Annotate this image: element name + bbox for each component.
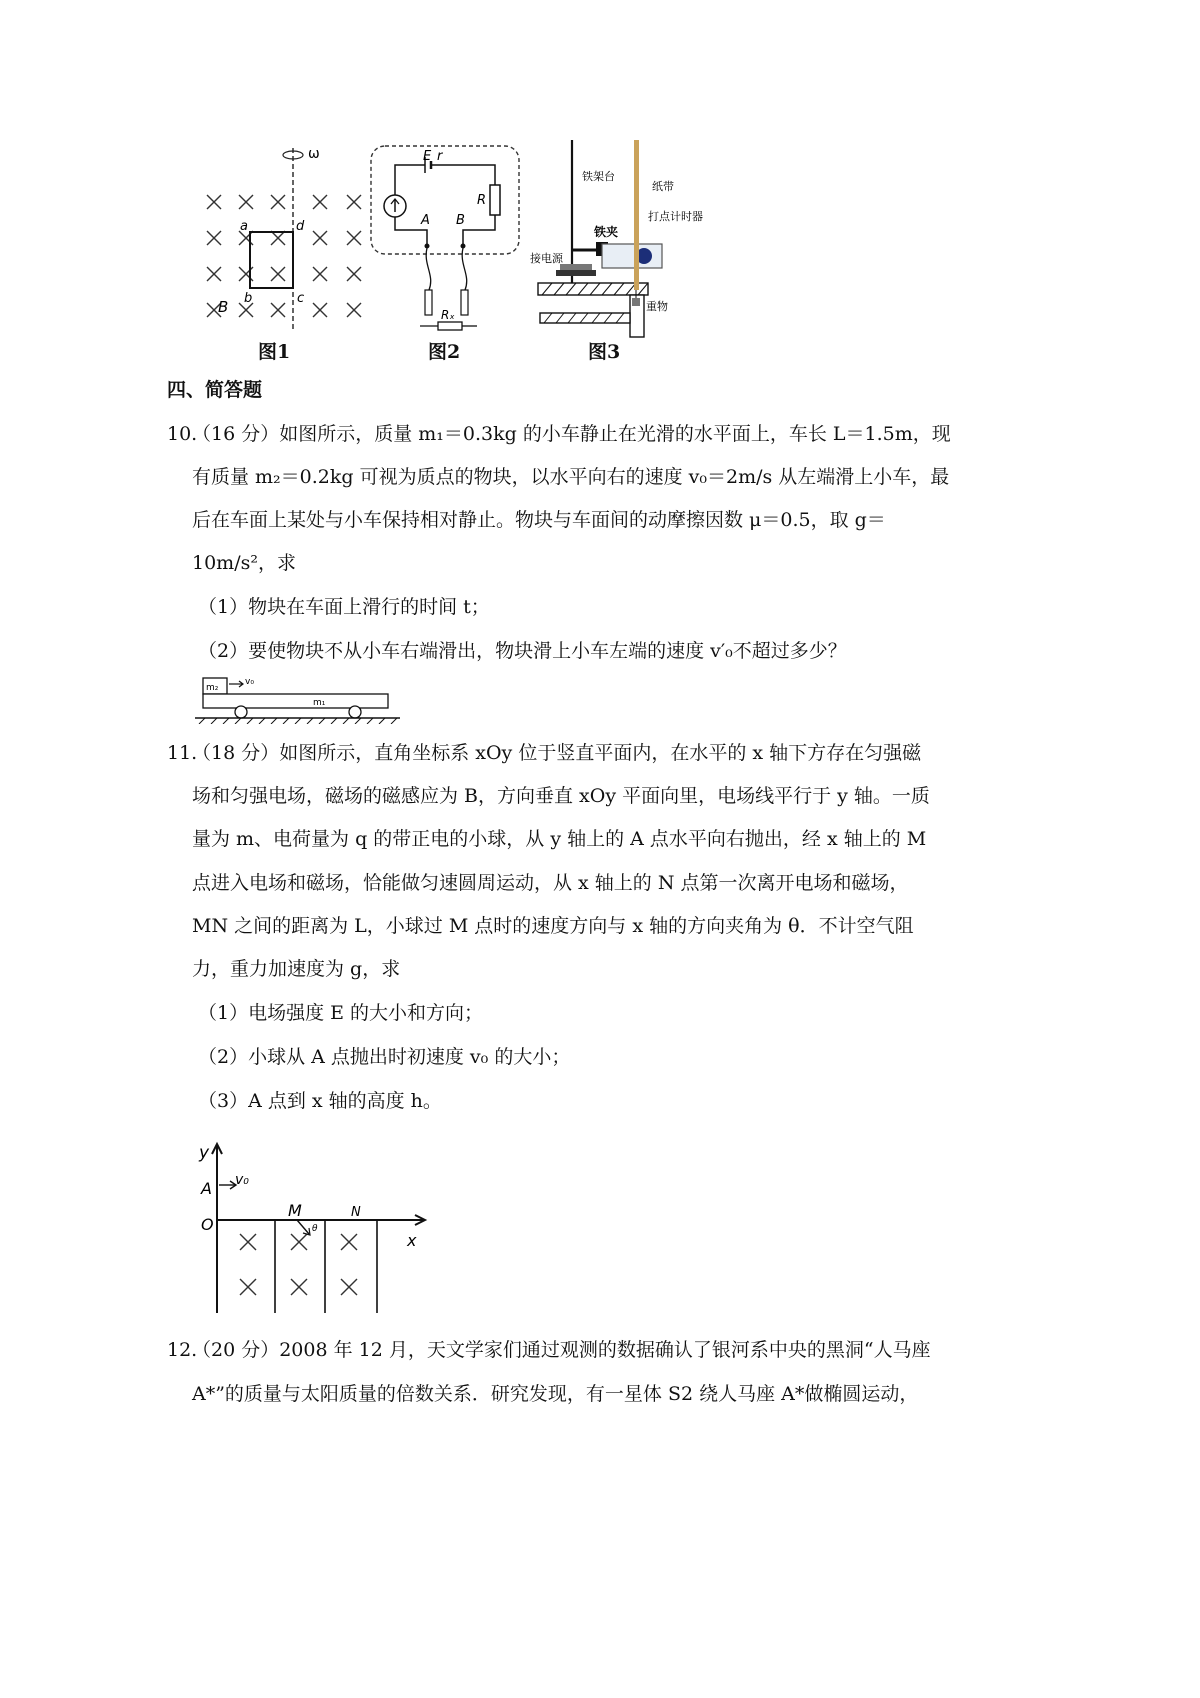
q10-line-1: （16 分）如图所示，质量 m₁＝0.3kg 的小车静止在光滑的水平面上，车长 L＝1.5m，现 [192,423,951,445]
q11-line-4: 点进入电场和磁场，恰能做匀速圆周运动，从 x 轴上的 N 点第一次离开电场和磁场， [192,872,909,894]
field-B-label: B [218,298,229,316]
corner-a-label: a [240,219,248,234]
point-M-label: M [288,1201,302,1220]
stand-label: 铁架台 [582,170,615,183]
omega-label: ω [308,146,320,162]
paper-tape-label: 纸带 [652,180,674,193]
corner-b-label: b [244,291,253,306]
q11-line-1: （18 分）如图所示，直角坐标系 xOy 位于竖直平面内，在水平的 x 轴下方存在匀强磁 [192,742,922,764]
q10-subquestion-1: （1）物块在车面上滑行的时间 t； [198,596,490,618]
car-m1-label: m₁ [313,698,326,708]
origin-O-label: O [201,1215,214,1234]
terminal-B-label: B [456,213,465,228]
q11-line-6: 力，重力加速度为 g，求 [192,958,401,980]
figure-3-caption: 图3 [588,341,621,363]
v0-label: v₀ [235,1172,249,1188]
corner-d-label: d [296,219,305,234]
figure-3-free-fall-apparatus [530,138,710,338]
point-A-label: A [201,1179,212,1198]
q11-subquestion-1: （1）电场强度 E 的大小和方向； [198,1002,484,1024]
q12-line-1: （20 分）2008 年 12 月，天文学家们通过观测的数据确认了银河系中央的黑洞“人马座 [192,1339,931,1361]
q10-line-3: 后在车面上某处与小车保持相对静止。物块与车面间的动摩擦因数 μ＝0.5，取 g＝ [192,509,886,531]
q11-line-5: MN 之间的距离为 L，小球过 M 点时的速度方向与 x 轴的方向夹角为 θ．不计空气阻 [192,915,914,937]
figure-2-circuit [365,140,525,335]
point-N-label: N [351,1205,361,1220]
q11-number: 11. [167,742,198,764]
q10-number: 10. [167,423,198,445]
q10-diagram-cart-block [195,672,405,724]
q12-number: 12. [167,1339,198,1361]
q11-line-3: 量为 m、电荷量为 q 的带正电的小球，从 y 轴上的 A 点水平向右抛出，经 x 轴上的 M [192,828,927,850]
q11-diagram-coordinate-field [195,1138,435,1318]
emf-E-label: E [423,149,432,164]
resistor-Rx-label: Rₓ [441,308,455,322]
q11-subquestion-3: （3）A 点到 x 轴的高度 h。 [198,1090,442,1112]
resistor-R-label: R [477,193,487,208]
q11-subquestion-2: （2）小球从 A 点抛出时初速度 v₀ 的大小； [198,1046,571,1068]
figure-2-caption: 图2 [428,341,461,363]
clamp-label: 铁夹 [594,225,619,239]
q11-line-2: 场和匀强电场，磁场的磁感应为 B，方向垂直 xOy 平面向里，电场线平行于 y 轴。一质 [192,785,930,807]
weight-label: 重物 [646,300,668,313]
field-cross-marks [207,195,361,317]
theta-label: θ [312,1224,318,1234]
section-title: 四、简答题 [167,379,263,401]
q10-subquestion-2: （2）要使物块不从小车右端滑出，物块滑上小车左端的速度 v′₀不超过多少？ [198,640,847,662]
power-label: 接电源 [530,252,563,265]
velocity-v0-label: v₀ [245,677,254,687]
terminal-A-label: A [421,213,430,228]
y-axis-label: y [199,1143,210,1163]
figure-1-caption: 图1 [258,341,291,363]
block-m2-label: m₂ [206,683,219,693]
q12-line-2: A*”的质量与太阳质量的倍数关系．研究发现，有一星体 S2 绕人马座 A*做椭圆运动， [192,1383,919,1405]
x-axis-label: x [407,1231,417,1250]
internal-r-label: r [437,149,443,164]
q10-line-4: 10m/s²，求 [192,552,296,574]
corner-c-label: c [297,291,305,306]
timer-label: 打点计时器 [648,210,703,223]
q10-line-2: 有质量 m₂＝0.2kg 可视为质点的物块，以水平向右的速度 v₀＝2m/s 从左端滑上小车，最 [192,466,950,488]
